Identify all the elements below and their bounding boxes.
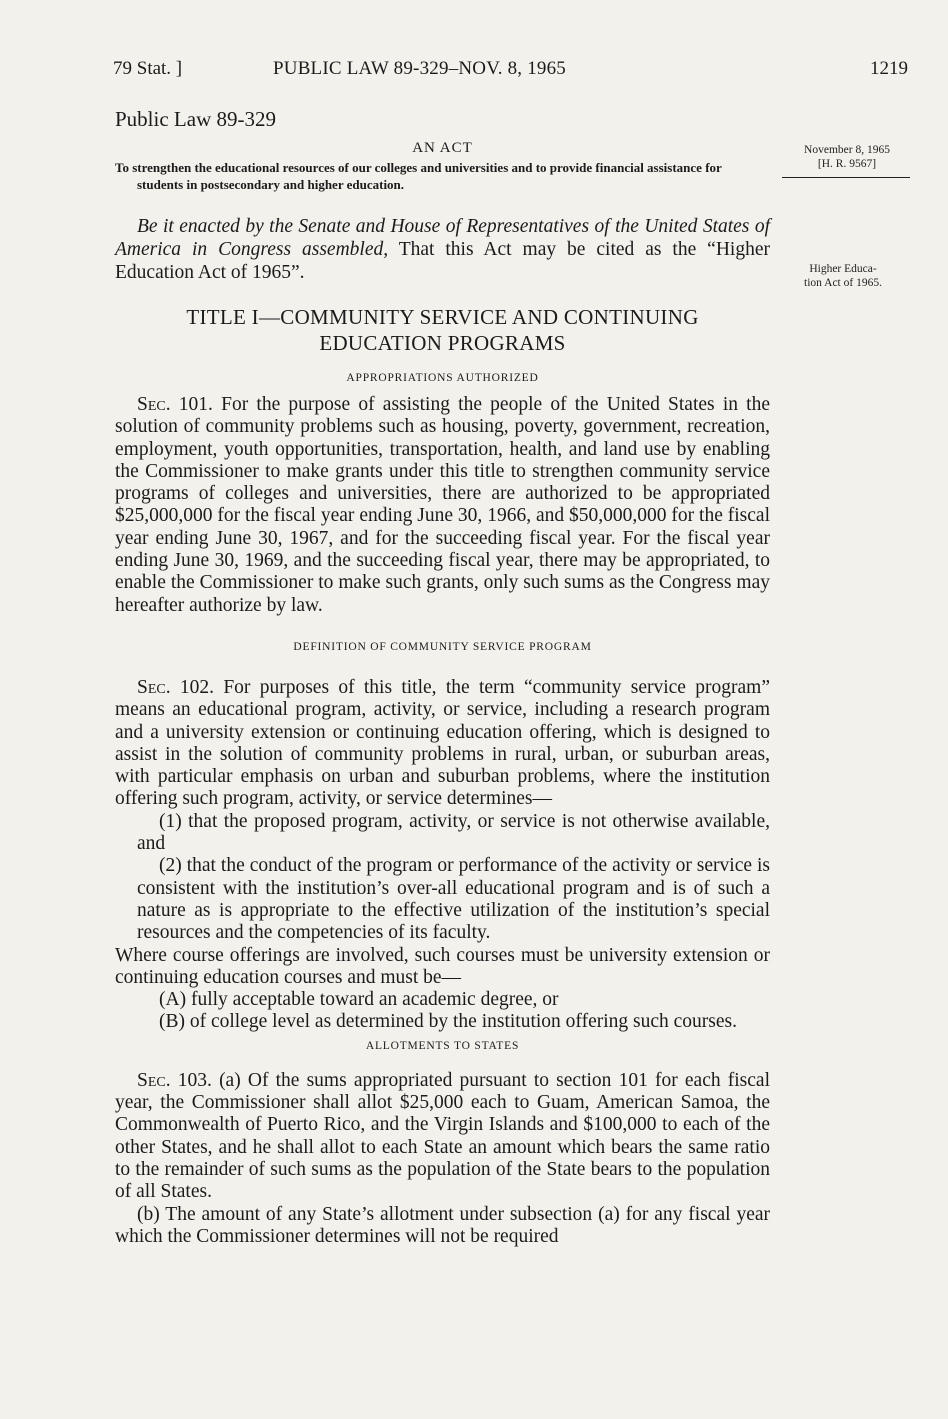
public-law-heading: Public Law 89-329 xyxy=(115,107,276,131)
section-103-b: (b) The amount of any State’s allotment under subsection (a) for any fiscal year which the Commissioner determines will not be required xyxy=(115,1203,770,1247)
section-101-label: Sec. 101. xyxy=(137,394,213,415)
running-head xyxy=(113,58,908,86)
section-102-text: For purposes of this title, the term “community service program” means an educational program, activity, or service, including a research program and a university extension or continuing education offering, which is designed to assist in the solution of community problems in rural, urban, or suburban areas, with particular emphasis on urban and suburban problems, where the institution offering such program, activity, or service determines— xyxy=(115,676,770,810)
section-102-course-offerings: Where course offerings are involved, such courses must be university extension or continuing education courses and must be— xyxy=(115,944,770,988)
short-title-margin-note xyxy=(778,262,908,290)
section-103-label: Sec. 103. xyxy=(137,1069,212,1091)
section-101 xyxy=(115,394,770,617)
enacting-clause xyxy=(115,215,770,284)
title-heading xyxy=(115,304,770,356)
section-102-clause-a: (A) fully acceptable toward an academic degree, or xyxy=(159,989,559,1011)
statute-volume: 79 Stat. ] xyxy=(113,58,183,79)
title-heading-line-1: TITLE I—COMMUNITY SERVICE AND CONTINUING xyxy=(186,305,699,329)
section-102-clause-1: (1) that the proposed program, activity, or service is not otherwise available, and xyxy=(137,810,770,855)
act-purpose: To strengthen the educational resources of our colleges and universities and to provide financial assistance for students in postsecondary and higher education. xyxy=(115,160,722,192)
bill-margin-note xyxy=(782,143,912,178)
running-title: PUBLIC LAW 89-329–NOV. 8, 1965 xyxy=(273,58,567,79)
margin-rule xyxy=(782,177,910,178)
section-102-clause-2: (2) that the conduct of the program or performance of the activity or service is consistent with the institution’s over-all educational program and is of such a nature as is appropriate to the effective utilization of the institution’s special resources and the competencies of its faculty. xyxy=(137,855,770,944)
section-heading-allotments: ALLOTMENTS TO STATES xyxy=(365,1039,520,1052)
enactment-date: November 8, 1965 xyxy=(804,144,890,156)
section-heading-appropriations: APPROPRIATIONS AUTHORIZED xyxy=(346,372,539,384)
an-act-heading: AN ACT xyxy=(412,140,473,156)
section-101-text: For the purpose of assisting the people of the United States in the solution of community problems such as housing, poverty, government, recreation, employment, youth opportunities, transportation, health, and land use by enabling the Commissioner to make grants under this title to strengthen community service programs of colleges and universities, there are authorized to be appropriated $25,000,000 for the fiscal year ending June 30, 1966, and $50,000,000 for the fiscal year ending June 30, 1967, and for the succeeding fiscal year. For the fiscal year ending June 30, 1969, and the succeeding fiscal year, there may be appropriated, to enable the Commissioner to make such grants, only such sums as the Congress may hereafter authorize by law. xyxy=(115,394,770,616)
section-102-clause-b: (B) of college level as determined by the institution offering such courses. xyxy=(159,1011,737,1033)
title-heading-line-2: EDUCATION PROGRAMS xyxy=(319,331,566,355)
page-number: 1219 xyxy=(870,58,908,79)
section-102-label: Sec. 102. xyxy=(137,676,215,698)
short-title-clause: That this Act may be cited as the “Higher Education Act of 1965”. xyxy=(115,239,770,283)
short-title-line-1: Higher Educa- xyxy=(809,263,877,275)
enacting-formula: Be it enacted by the Senate and House of Representatives of the United States of America in Congress assembled, xyxy=(115,216,770,260)
section-102 xyxy=(115,677,770,811)
section-103-a xyxy=(115,1070,770,1204)
main-text xyxy=(115,105,770,1248)
short-title-line-2: tion Act of 1965. xyxy=(804,277,882,289)
section-103-a-text: (a) Of the sums appropriated pursuant to section 101 for each fiscal year, the Commissioner shall allot $25,000 each to Guam, American Samoa, the Commonwealth of Puerto Rico, and the Virgin Islands and $100,000 to each of the other States, and he shall allot to each State an amount which bears the same ratio to the remainder of such sums as the population of the State bears to the population of all States. xyxy=(115,1069,770,1203)
section-heading-definition: DEFINITION OF COMMUNITY SERVICE PROGRAM xyxy=(293,640,592,653)
bill-number: [H. R. 9567] xyxy=(817,158,877,170)
